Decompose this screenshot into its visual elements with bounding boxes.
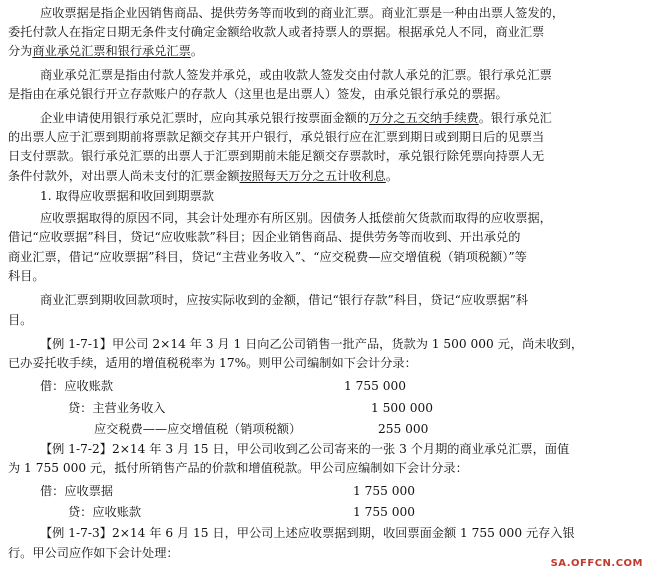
underlined-term: 商业承兑汇票和银行承兑汇票 [32,44,191,58]
journal-entry-debit: 借：应收票据 [40,484,114,498]
journal-entry-amount: 255 000 [378,422,429,436]
journal-entry-credit: 贷：主营业务收入 [68,401,166,415]
para2-line2: 是指由在承兑银行开立存款账户的存款人（这里也是出票人）签发，由承兑银行承兑的票据。 [8,87,508,101]
journal-entry-debit: 借：应收账款 [40,379,114,393]
para1-line1: 应收票据是指企业因销售商品、提供劳务等而收到的商业汇票。商业汇票是一种由出票人签发的， [40,6,565,20]
para4-line4: 科目。 [8,269,45,283]
para1-line3: 分为商业承兑汇票和银行承兑汇票。 [8,44,203,58]
journal-entry-amount: 1 755 000 [353,505,416,519]
example-tag: 【例 1-7-2】 [40,442,112,456]
example2-line1: 【例 1-7-2】2×14 年 3 月 15 日，甲公司收到乙公司寄来的一张 3 个月期的商业承兑汇票，面值 [40,442,570,456]
watermark-logo: SA.OFFCN.COM [550,558,643,569]
journal-entry-amount: 1 755 000 [353,484,416,498]
example-tag: 【例 1-7-3】 [40,526,112,540]
example3-line1: 【例 1-7-3】2×14 年 6 月 15 日，甲公司上述应收票据到期，收回票面金额 1 755 000 元存入银 [40,526,575,540]
para4-line2: 借记“应收票据”科目，贷记“应收账款”科目；因企业销售商品、提供劳务等而收到、开出承兑的 [8,230,521,244]
para5-line2: 目。 [8,313,33,327]
example1-line1: 【例 1-7-1】甲公司 2×14 年 3 月 1 日向乙公司销售一批产品，货款为 1 500 000 元，尚未收到， [40,337,584,351]
para3-line3: 日支付票款。银行承兑汇票的出票人于汇票到期前未能足额交存票款时，承兑银行除凭票向持票人无 [8,149,545,163]
example3-line2: 行。甲公司应作如下会计处理： [8,546,179,560]
example2-line2: 为 1 755 000 元，抵付所销售产品的价款和增值税款。甲公司应编制如下会计分录： [8,461,468,475]
journal-entry-credit: 应交税费——应交增值税（销项税额） [94,422,302,436]
para5-line1: 商业汇票到期收回款项时，应按实际收到的金额，借记“银行存款”科目，贷记“应收票据”科 [40,293,529,307]
underlined-term: 按照每天万分之五计收利息 [239,169,386,183]
para4-line1: 应收票据取得的原因不同，其会计处理亦有所区别。因债务人抵偿前欠货款而取得的应收票据， [40,211,552,225]
journal-entry-amount: 1 755 000 [344,379,407,393]
journal-entry-amount: 1 500 000 [371,401,434,415]
section-heading: 1. 取得应收票据和收回到期票款 [40,189,214,203]
journal-entry-credit: 贷：应收账款 [68,505,142,519]
para3-line2: 的出票人应于汇票到期前将票款足额交存其开户银行，承兑银行应在汇票到期日或到期日后的见票当 [8,130,545,144]
para1-line2: 委托付款人在指定日期无条件支付确定金额给收款人或者持票人的票据。根据承兑人不同，商业汇票 [8,25,545,39]
para2-line1: 商业承兑汇票是指由付款人签发并承兑，或由收款人签发交由付款人承兑的汇票。银行承兑汇票 [40,68,552,82]
underlined-term: 万分之五交纳手续费 [369,111,479,125]
para3-line1: 企业申请使用银行承兑汇票时，应向其承兑银行按票面金额的万分之五交纳手续费。银行承兑汇 [40,111,552,125]
example-tag: 【例 1-7-1】 [40,337,112,351]
para3-line4: 条件付款外，对出票人尚未支付的汇票金额按照每天万分之五计收利息。 [8,169,398,183]
example1-line2: 已办妥托收手续，适用的增值税税率为 17%。则甲公司编制如下会计分录： [8,356,417,370]
para4-line3: 商业汇票，借记“应收票据”科目，贷记“主营业务收入”、“应交税费—应交增值税（销项税额）”等 [8,250,527,264]
